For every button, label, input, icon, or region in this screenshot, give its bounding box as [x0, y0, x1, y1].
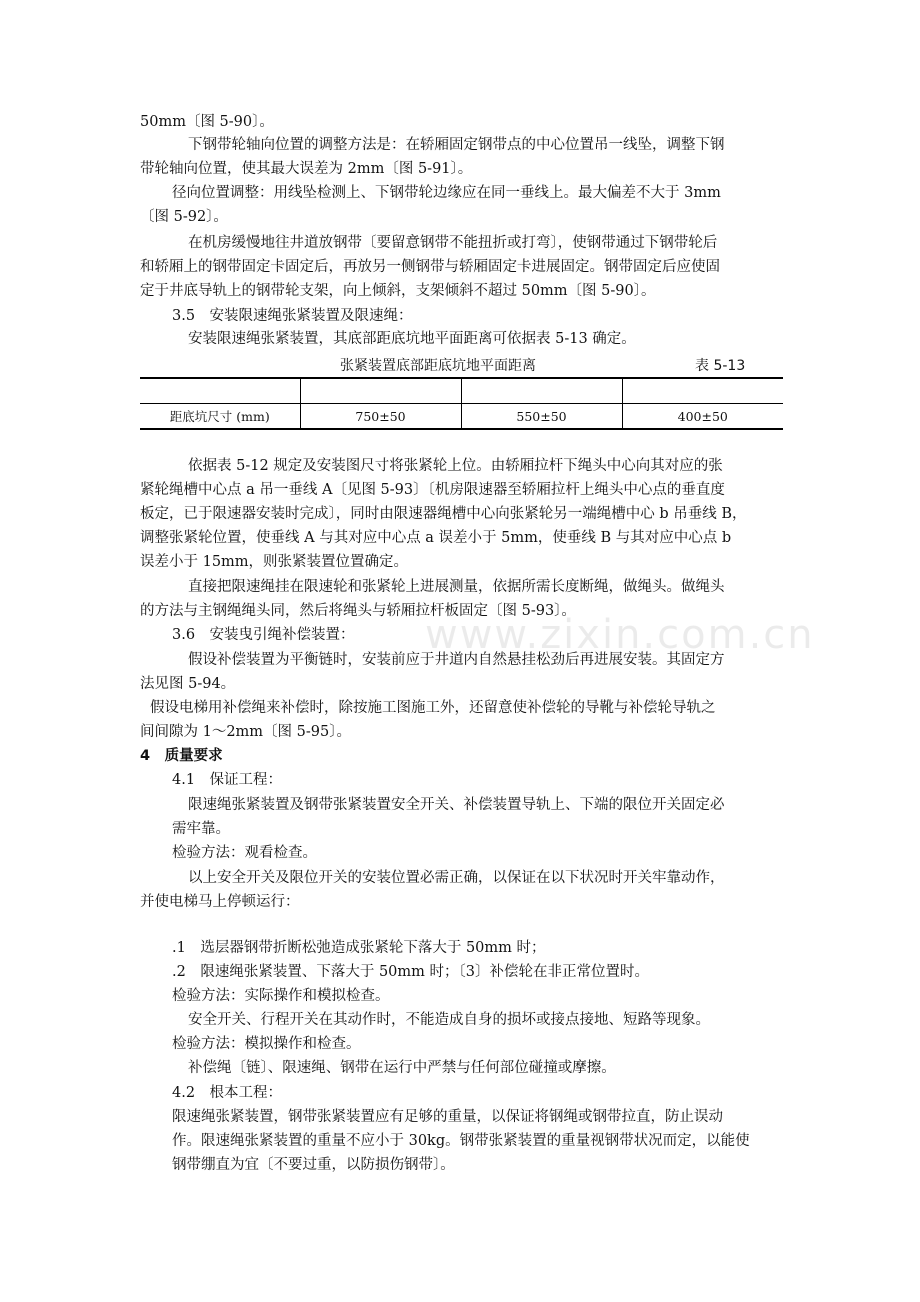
text-line: 误差小于 15mm，则张紧装置位置确定。	[140, 554, 409, 570]
section-heading: 3.5 安装限速绳张紧装置及限速绳：	[172, 308, 413, 324]
text-line: 并使电梯马上停顿运行：	[140, 894, 300, 910]
text-line: 50mm〔图 5-90〕。	[140, 114, 274, 130]
text-line: 直接把限速绳挂在限速轮和张紧轮上进展测量，依据所需长度断绳，做绳头。做绳头	[188, 579, 725, 595]
row-label: 距底坑尺寸 (mm)	[140, 404, 300, 430]
watermark: www.zixin.com.cn	[425, 612, 815, 658]
section-heading: 3.6 安装曳引绳补偿装置：	[172, 627, 355, 643]
text-line: 安装限速绳张紧装置，其底部距底坑地平面距离可依据表 5-13 确定。	[188, 331, 636, 347]
table-number: 表 5-13	[695, 358, 746, 374]
table-cell: 750±50	[300, 404, 461, 430]
text-line: 假设补偿装置为平衡链时，安装前应于井道内自然悬挂松劲后再进展安装。其固定方	[188, 652, 725, 668]
distance-table	[140, 377, 783, 430]
text-line: 作。限速绳张紧装置的重量不应小于 30kg。钢带张紧装置的重量视钢带状况而定，以能使	[172, 1133, 750, 1149]
table-header-cell	[461, 378, 622, 404]
text-line: 补偿绳〔链〕、限速绳、钢带在运行中严禁与任何部位碰撞或摩擦。	[188, 1060, 616, 1076]
text-line: 需牢靠。	[172, 821, 230, 837]
text-line: 以上安全开关及限位开关的安装位置必需正确，以保证在以下状况时开关牢靠动作，	[188, 870, 725, 886]
text-line: 间间隙为 1～2mm〔图 5-95〕。	[140, 724, 351, 740]
text-line: 限速绳张紧装置，钢带张紧装置应有足够的重量，以保证将钢绳或钢带拉直，防止误动	[172, 1109, 723, 1125]
table-header-cell	[622, 378, 783, 404]
text-line: 紧轮绳槽中心点 a 吊一垂线 A〔见图 5-93〕〔机房限速器至轿厢拉杆上绳头中心点的垂直度	[140, 482, 725, 498]
list-item: .2 限速绳张紧装置、下落大于 50mm 时；〔3〕补偿轮在非正常位置时。	[172, 964, 649, 980]
text-line: 下钢带轮轴向位置的调整方法是：在轿厢固定钢带点的中心位置吊一线坠，调整下钢	[188, 137, 725, 153]
table-row	[140, 404, 783, 430]
text-line: 带轮轴向位置，使其最大误差为 2mm〔图 5-91〕。	[140, 161, 473, 177]
text-line: 径向位置调整：用线坠检测上、下钢带轮边缘应在同一垂线上。最大偏差不大于 3mm	[172, 185, 721, 201]
table-title: 张紧装置底部距底坑地平面距离	[340, 358, 536, 374]
text-line: 限速绳张紧装置及钢带张紧装置安全开关、补偿装置导轨上、下端的限位开关固定必	[188, 797, 725, 813]
text-line: 安全开关、行程开关在其动作时，不能造成自身的损坏或接点接地、短路等现象。	[188, 1012, 710, 1028]
text-line: 调整张紧轮位置，使垂线 A 与其对应中心点 a 误差小于 5mm，使垂线 B 与其对应中心点 b	[140, 530, 732, 546]
text-line: 检验方法：模拟操作和检查。	[172, 1036, 361, 1052]
list-item: .1 选层器钢带折断松弛造成张紧轮下落大于 50mm 时；	[172, 940, 546, 956]
text-line: 〔图 5-92〕。	[140, 209, 228, 225]
chapter-heading: 4 质量要求	[140, 748, 223, 764]
table-header-row	[140, 378, 783, 404]
text-line: 板定，已于限速器安装时完成〕，同时由限速器绳槽中心向张紧轮另一端绳槽中心 b 吊垂线 B，	[140, 506, 747, 522]
section-heading: 4.1 保证工程：	[172, 772, 283, 788]
text-line: 的方法与主钢绳绳头同，然后将绳头与轿厢拉杆板固定〔图 5-93〕。	[140, 603, 576, 619]
text-line: 依据表 5-12 规定及安装图尺寸将张紧轮上位。由轿厢拉杆下绳头中心向其对应的张	[188, 458, 723, 474]
table-cell: 550±50	[461, 404, 622, 430]
text-line: 和轿厢上的钢带固定卡固定后，再放另一侧钢带与轿厢固定卡进展固定。钢带固定后应使固	[140, 259, 720, 275]
text-line: 钢带绷直为宜〔不要过重，以防损伤钢带〕。	[172, 1157, 455, 1173]
table-header-cell	[140, 378, 300, 404]
text-line: 在机房缓慢地往井道放钢带〔要留意钢带不能扭折或打弯〕，使钢带通过下钢带轮后	[188, 235, 718, 251]
text-line: 检验方法：实际操作和模拟检查。	[172, 988, 390, 1004]
table-header-cell	[300, 378, 461, 404]
section-heading: 4.2 根本工程：	[172, 1085, 283, 1101]
text-line: 定于井底导轨上的钢带轮支架，向上倾斜，支架倾斜不超过 50mm〔图 5-90〕。	[140, 283, 656, 299]
table-cell: 400±50	[622, 404, 783, 430]
text-line: 法见图 5-94。	[140, 676, 236, 692]
text-line: 检验方法：观看检查。	[172, 845, 317, 861]
text-line: 假设电梯用补偿绳来补偿时，除按施工图施工外，还留意使补偿轮的导靴与补偿轮导轨之	[150, 700, 716, 716]
